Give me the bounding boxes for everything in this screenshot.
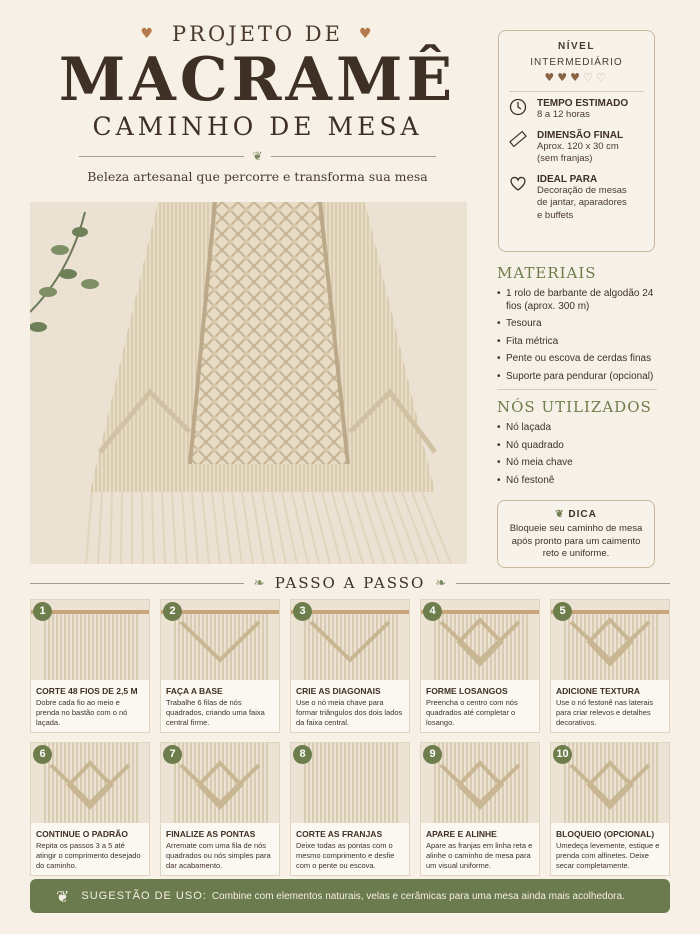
hero-photo	[30, 202, 467, 564]
level-title: NÍVEL	[558, 41, 595, 52]
heart-icon	[509, 174, 529, 223]
step-card: 5 ADICIONE TEXTURA Use o nó festonê nas laterais para criar relevos e detalhes decorativos.	[550, 599, 670, 733]
heart-icon: ♥	[358, 26, 375, 42]
page-subtitle: CAMINHO DE MESA	[92, 112, 423, 141]
step-photo: 2	[161, 600, 279, 680]
heart-filled-icon: ♥	[544, 71, 558, 84]
step-card: 6 CONTINUE O PADRÃO Repita os passos 3 a 5 até atingir o comprimento desejado do caminho.	[30, 742, 150, 876]
step-photo: 7	[161, 743, 279, 823]
leaf-icon: ❦	[252, 149, 263, 163]
list-item: • Nó laçada	[497, 422, 657, 435]
step-card: 3 CRIE AS DIAGONAIS Use o nó meia chave para formar triângulos dos dois lados da faixa central.	[290, 599, 410, 733]
leaf-icon: ❧	[435, 575, 447, 591]
heart-empty-icon: ♡	[595, 71, 609, 84]
steps-heading: ❧ PASSO A PASSO ❧	[30, 574, 670, 592]
level-value: INTERMEDIÁRIO	[530, 57, 623, 68]
usage-text: Combine com elementos naturais, velas e cerâmicas para uma mesa ainda mais acolhedora.	[211, 890, 625, 902]
leaf-icon: ❦	[56, 886, 70, 906]
info-dimension: DIMENSÃO FINAL Aprox. 120 x 30 cm (sem franjas)	[509, 130, 644, 166]
knots-title: NÓS UTILIZADOS	[497, 398, 652, 416]
heart-icon: ♥	[140, 26, 156, 42]
heart-filled-icon: ♥	[557, 71, 571, 84]
list-item: • Pente ou escova de cerdas finas	[497, 353, 657, 366]
step-photo: 1	[31, 600, 149, 680]
usage-label: SUGESTÃO DE USO:	[81, 890, 207, 902]
list-item: • Fita métrica	[497, 336, 657, 349]
materials-title: MATERIAIS	[497, 264, 597, 282]
list-item: • 1 rolo de barbante de algodão 24 fios (aprox. 300 m)	[497, 288, 657, 313]
step-photo: 10	[551, 743, 669, 823]
step-photo: 6	[31, 743, 149, 823]
list-item: • Suporte para pendurar (opcional)	[497, 371, 657, 384]
title-top: PROJETO DE	[172, 22, 343, 46]
ornament-divider	[30, 149, 485, 163]
tip-title: DICA	[568, 509, 597, 520]
step-card: 8 CORTE AS FRANJAS Deixe todas as pontas com o mesmo comprimento e desfie com o pente ou escova.	[290, 742, 410, 876]
step-card: 7 FINALIZE AS PONTAS Arremate com uma fila de nós quadrados ou nós simples para dar acabamento.	[160, 742, 280, 876]
info-card	[498, 30, 655, 252]
list-item: • Tesoura	[497, 318, 657, 331]
step-photo: 3	[291, 600, 409, 680]
leaf-icon: ❦	[555, 509, 565, 520]
step-card: 1 CORTE 48 FIOS DE 2,5 M Dobre cada fio ao meio e prenda no bastão com o nó laçada.	[30, 599, 150, 733]
usage-suggestion-bar	[30, 879, 670, 913]
step-card: 9 APARE E ALINHE Apare as franjas em linha reta e alinhe o caminho de mesa para um visual uniforme.	[420, 742, 540, 876]
ruler-icon	[509, 130, 529, 166]
materials-section	[497, 264, 657, 492]
step-card: 2 FAÇA A BASE Trabalhe 6 filas de nós quadrados, criando uma faixa central firme.	[160, 599, 280, 733]
step-photo: 4	[421, 600, 539, 680]
heart-filled-icon: ♥	[570, 71, 583, 84]
tip-box	[497, 500, 655, 568]
list-item: • Nó meia chave	[497, 457, 657, 470]
page-title: MACRAMÊ	[58, 45, 457, 115]
step-photo: 5	[551, 600, 669, 680]
level-hearts	[509, 71, 644, 84]
leaf-icon: ❧	[253, 575, 265, 591]
header	[30, 22, 485, 184]
list-item: • Nó quadrado	[497, 440, 657, 453]
clock-icon	[509, 98, 529, 122]
step-photo: 8	[291, 743, 409, 823]
tip-text: Bloqueie seu caminho de mesa após pronto para um caimento reto e uniforme.	[509, 523, 643, 559]
info-time: TEMPO ESTIMADO 8 a 12 horas	[509, 98, 644, 122]
heart-empty-icon: ♡	[582, 71, 596, 84]
step-photo: 9	[421, 743, 539, 823]
step-card: 4 FORME LOSANGOS Preencha o centro com nós quadrados até completar o losango.	[420, 599, 540, 733]
list-item: • Nó festonê	[497, 475, 657, 488]
steps-grid	[30, 599, 670, 876]
step-card: 10 BLOQUEIO (OPCIONAL) Umedeça levemente, estique e prenda com alfinetes. Deixe secar completamente.	[550, 742, 670, 876]
info-ideal: IDEAL PARA Decoração de mesas de jantar, aparadores e buffets	[509, 174, 644, 223]
tagline: Beleza artesanal que percorre e transforma sua mesa	[87, 169, 428, 184]
